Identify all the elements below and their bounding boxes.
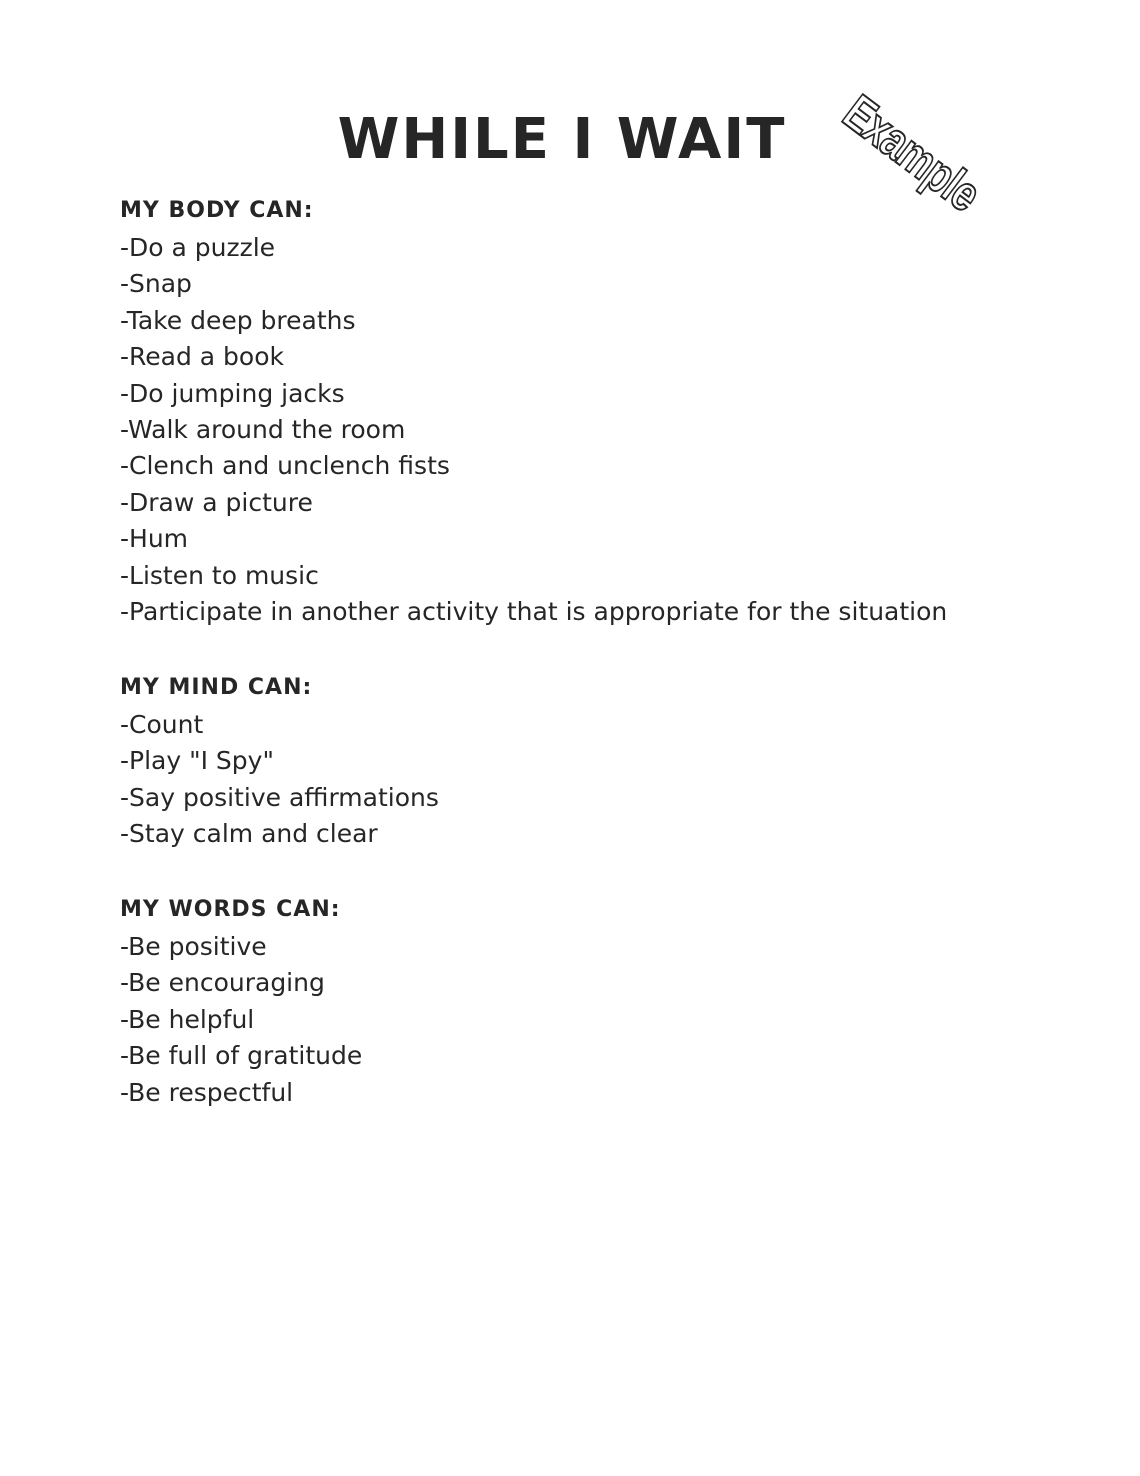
list-item: -Participate in another activity that is appropriate for the situation (120, 597, 948, 627)
example-stamp: Example (833, 84, 991, 222)
list-item: -Play "I Spy" (120, 746, 274, 776)
list-item: -Be full of gratitude (120, 1041, 363, 1071)
words-activity-list (120, 929, 1080, 1111)
list-item: -Take deep breaths (120, 305, 356, 335)
page-title: WHILE I WAIT (337, 107, 787, 172)
section-words (120, 895, 1080, 1111)
list-item: -Be encouraging (120, 968, 325, 998)
section-heading-body: MY BODY CAN: (120, 198, 314, 223)
section-body (120, 196, 1080, 630)
list-item: -Stay calm and clear (120, 819, 378, 849)
list-item: -Hum (120, 524, 189, 554)
list-item: -Say positive affirmations (120, 782, 439, 812)
list-item: -Snap (120, 269, 192, 299)
list-item: -Do jumping jacks (120, 378, 345, 408)
list-item: -Draw a picture (120, 487, 313, 517)
section-heading-words: MY WORDS CAN: (120, 897, 341, 922)
section-mind (120, 673, 1080, 853)
body-activity-list (120, 230, 1080, 630)
list-item: -Walk around the room (120, 415, 406, 445)
list-item: -Be helpful (120, 1004, 255, 1034)
list-item: -Listen to music (120, 560, 319, 590)
list-item: -Clench and unclench fists (120, 451, 450, 481)
list-item: -Read a book (120, 342, 284, 372)
list-item: -Count (120, 710, 204, 739)
section-heading-mind: MY MIND CAN: (120, 675, 313, 700)
list-item: -Do a puzzle (120, 233, 276, 262)
list-item: -Be positive (120, 932, 267, 961)
mind-activity-list (120, 707, 1080, 853)
list-item: -Be respectful (120, 1077, 294, 1107)
